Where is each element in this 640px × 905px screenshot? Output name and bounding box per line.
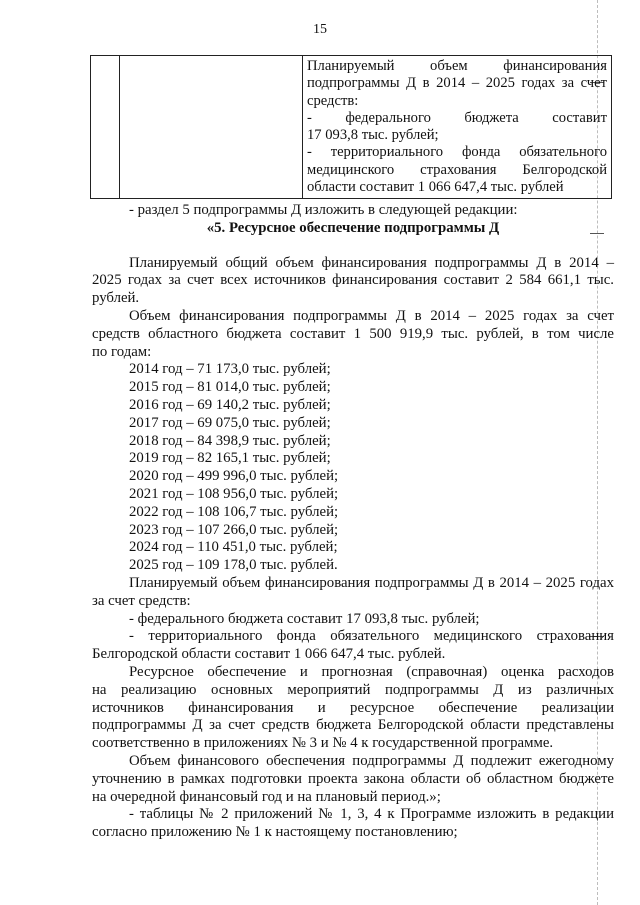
- passport-table-fragment: [90, 55, 612, 199]
- paragraph-line: соответственно в приложениях № 3 и № 4 к государственной программе.: [92, 735, 554, 752]
- year-funding-item: 2021 год – 108 956,0 тыс. рублей;: [129, 485, 339, 502]
- year-funding-item: 2020 год – 499 996,0 тыс. рублей;: [129, 468, 339, 485]
- table-line: 17 093,8 тыс. рублей;: [307, 127, 439, 144]
- paragraph-line: на реализацию основных мероприятий подпрограммы Д из различных: [92, 681, 614, 698]
- paragraph-line: - территориального фонда обязательного медицинского страхования: [129, 628, 614, 645]
- paragraph-line: средств областного бюджета составит 1 500 919,9 тыс. рублей, в том числе: [92, 325, 614, 342]
- paragraph-line: уточнению в рамках подготовки проекта закона области об областном бюджете: [92, 770, 614, 787]
- year-funding-item: 2015 год – 81 014,0 тыс. рублей;: [129, 379, 331, 396]
- year-funding-item: 2014 год – 71 173,0 тыс. рублей;: [129, 361, 331, 378]
- paragraph-line: Белгородской области составит 1 066 647,4 тыс. рублей.: [92, 646, 446, 663]
- paragraph-line: источников финансирования и ресурсное обеспечение реализации: [92, 699, 614, 716]
- table-line: - федерального бюджета составит: [307, 109, 607, 126]
- paragraph-line: Объем финансового обеспечения подпрограммы Д подлежит ежегодному: [129, 752, 614, 769]
- instruction-line: - раздел 5 подпрограммы Д изложить в следующей редакции:: [129, 202, 518, 218]
- year-funding-item: 2023 год – 107 266,0 тыс. рублей;: [129, 521, 339, 538]
- paragraph-line: Планируемый объем финансирования подпрограммы Д в 2014 – 2025 годах: [129, 574, 614, 591]
- paragraph-line: Объем финансирования подпрограммы Д в 2014 – 2025 годах за счет: [129, 307, 614, 324]
- table-line: медицинского страхования Белгородской: [307, 161, 607, 178]
- page-number: 15: [313, 22, 327, 37]
- paragraph-line: - таблицы № 2 приложений № 1, 3, 4 к Программе изложить в редакции: [129, 806, 614, 823]
- paragraph-line: на очередной финансовый год и на плановый период.»;: [92, 788, 441, 805]
- year-funding-item: 2025 год – 109 178,0 тыс. рублей.: [129, 557, 338, 574]
- paragraph-line: за счет средств:: [92, 592, 191, 609]
- section-title: «5. Ресурсное обеспечение подпрограммы Д: [206, 219, 500, 236]
- year-funding-item: 2018 год – 84 398,9 тыс. рублей;: [129, 432, 331, 449]
- paragraph-line: Планируемый общий объем финансирования подпрограммы Д в 2014 –: [129, 254, 614, 271]
- year-funding-item: 2019 год – 82 165,1 тыс. рублей;: [129, 450, 331, 467]
- year-funding-item: 2016 год – 69 140,2 тыс. рублей;: [129, 396, 331, 413]
- table-line: средств:: [307, 92, 359, 109]
- year-funding-item: 2024 год – 110 451,0 тыс. рублей;: [129, 539, 338, 556]
- table-line: области составит 1 066 647,4 тыс. рублей: [307, 179, 564, 196]
- table-line: Планируемый объем финансирования: [307, 58, 607, 74]
- paragraph-line: по годам:: [92, 343, 152, 360]
- paragraph-line: подпрограммы Д за счет средств бюджета Белгородской области представлены: [92, 717, 614, 734]
- paragraph-line: - федерального бюджета составит 17 093,8 тыс. рублей;: [129, 610, 480, 627]
- paragraph-line: рублей.: [92, 290, 140, 307]
- document-body: [92, 202, 614, 842]
- year-funding-item: 2022 год – 108 106,7 тыс. рублей;: [129, 503, 339, 520]
- paragraph-line: 2025 годах за счет всех источников финансирования составит 2 584 661,1 тыс.: [92, 272, 614, 289]
- table-cell-content: [303, 56, 612, 199]
- paragraph-line: Ресурсное обеспечение и прогнозная (справочная) оценка расходов: [129, 663, 614, 680]
- table-line: - территориального фонда обязательного: [307, 144, 607, 161]
- table-cell-number: [91, 56, 120, 199]
- table-row: [91, 56, 612, 199]
- table-cell-name: [120, 56, 303, 199]
- table-line: подпрограммы Д в 2014 – 2025 годах за счет: [307, 75, 607, 92]
- year-funding-item: 2017 год – 69 075,0 тыс. рублей;: [129, 414, 331, 431]
- paragraph-line: согласно приложению № 1 к настоящему постановлению;: [92, 824, 458, 841]
